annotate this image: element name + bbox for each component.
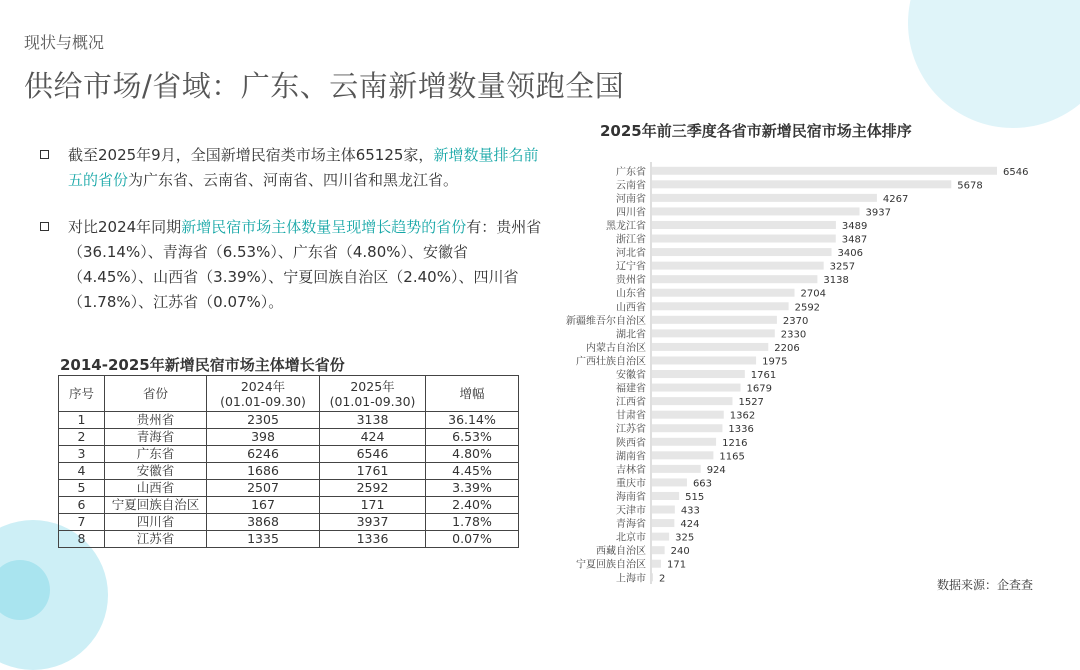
table-header-cell: 序号 xyxy=(59,376,105,412)
bar xyxy=(652,451,713,459)
category-label: 甘肃省 xyxy=(616,410,646,422)
bullet-point xyxy=(40,215,550,315)
data-source: 数据来源：企查查 xyxy=(937,578,1034,592)
data-label: 1761 xyxy=(750,370,777,382)
data-label: 3138 xyxy=(823,275,849,287)
bar xyxy=(652,397,732,405)
category-label: 北京市 xyxy=(616,532,646,544)
bar xyxy=(652,289,795,297)
category-label: 贵州省 xyxy=(616,275,646,287)
category-label: 河北省 xyxy=(616,248,646,260)
category-label: 山西省 xyxy=(616,302,646,314)
data-label: 2704 xyxy=(800,288,826,300)
table-cell: 1336 xyxy=(320,531,426,548)
category-label: 上海市 xyxy=(616,573,646,585)
bar xyxy=(652,180,951,188)
data-label: 424 xyxy=(680,519,700,531)
category-label: 浙江省 xyxy=(616,234,646,246)
bullet-text: 对比2024年同期 xyxy=(68,218,182,236)
data-label: 2 xyxy=(659,573,666,585)
category-label: 云南省 xyxy=(616,180,646,192)
category-label: 江苏省 xyxy=(616,424,646,436)
category-label: 湖南省 xyxy=(616,451,646,463)
bar xyxy=(652,235,836,243)
bar xyxy=(652,560,661,568)
table-cell: 171 xyxy=(320,497,426,514)
category-label: 四川省 xyxy=(616,207,646,219)
bar xyxy=(652,275,817,283)
table-cell: 6.53% xyxy=(426,429,519,446)
square-bullet-icon xyxy=(40,150,49,159)
category-label: 天津市 xyxy=(616,505,646,517)
table-header-row xyxy=(59,376,519,412)
table-row xyxy=(59,514,519,531)
data-label: 1336 xyxy=(728,424,754,436)
table-header-cell: 2025年 (01.01-09.30) xyxy=(320,376,426,412)
table-row xyxy=(59,480,519,497)
data-label: 240 xyxy=(670,546,690,558)
category-label: 黑龙江省 xyxy=(606,220,646,232)
table-cell: 1335 xyxy=(207,531,320,548)
table-cell: 1761 xyxy=(320,463,426,480)
table-cell: 3 xyxy=(59,446,105,463)
category-label: 新疆维吾尔自治区 xyxy=(566,315,646,327)
category-label: 宁夏回族自治区 xyxy=(576,559,646,571)
chart-title: 2025年前三季度各省市新增民宿市场主体排序 xyxy=(600,122,912,140)
table-cell: 3937 xyxy=(320,514,426,531)
category-label: 重庆市 xyxy=(616,478,646,490)
decorative-circle-top-right xyxy=(908,0,1080,128)
bar xyxy=(652,546,665,554)
category-label: 江西省 xyxy=(616,397,646,409)
table-cell: 3868 xyxy=(207,514,320,531)
data-label: 1679 xyxy=(746,383,772,395)
bar xyxy=(652,356,756,364)
table-header-cell: 2024年 (01.01-09.30) xyxy=(207,376,320,412)
category-label: 西藏自治区 xyxy=(596,546,646,558)
category-label: 海南省 xyxy=(616,491,646,503)
table-row xyxy=(59,463,519,480)
bar xyxy=(652,302,789,310)
data-label: 1362 xyxy=(729,410,756,422)
category-label: 山东省 xyxy=(616,288,646,300)
category-label: 陕西省 xyxy=(616,437,646,449)
table-cell: 四川省 xyxy=(105,514,207,531)
bar xyxy=(652,478,687,486)
page-title: 供给市场/省域：广东、云南新增数量领跑全国 xyxy=(24,69,625,103)
bullet-point xyxy=(40,143,540,193)
table-cell: 2592 xyxy=(320,480,426,497)
category-label: 青海省 xyxy=(616,519,646,531)
data-label: 3489 xyxy=(841,220,868,232)
bar xyxy=(652,573,653,581)
data-label: 3406 xyxy=(837,248,863,260)
table-row xyxy=(59,412,519,429)
data-label: 3487 xyxy=(841,234,868,246)
data-label: 2370 xyxy=(782,315,809,327)
bar xyxy=(652,370,745,378)
data-label: 3937 xyxy=(865,207,891,219)
section-label: 现状与概况 xyxy=(24,33,105,52)
table-header-cell: 增幅 xyxy=(426,376,519,412)
table-cell: 2.40% xyxy=(426,497,519,514)
table-cell: 398 xyxy=(207,429,320,446)
bar xyxy=(652,316,777,324)
growth-provinces-table xyxy=(58,375,519,548)
table-cell: 424 xyxy=(320,429,426,446)
table-cell: 1.78% xyxy=(426,514,519,531)
table-row xyxy=(59,429,519,446)
table-row xyxy=(59,531,519,548)
category-label: 广东省 xyxy=(616,166,646,178)
table-cell: 5 xyxy=(59,480,105,497)
table-cell: 4.80% xyxy=(426,446,519,463)
province-ranking-bar-chart xyxy=(540,160,1040,586)
table-cell: 1 xyxy=(59,412,105,429)
bar xyxy=(652,221,836,229)
bar xyxy=(652,384,740,392)
table-cell: 2 xyxy=(59,429,105,446)
table-cell: 6546 xyxy=(320,446,426,463)
bar xyxy=(652,329,775,337)
data-label: 2206 xyxy=(774,342,800,354)
table-row xyxy=(59,497,519,514)
category-label: 安徽省 xyxy=(616,370,646,382)
table-cell: 2305 xyxy=(207,412,320,429)
table-title: 2014-2025年新增民宿市场主体增长省份 xyxy=(60,356,345,374)
bar xyxy=(652,411,724,419)
table-cell: 3138 xyxy=(320,412,426,429)
table-cell: 3.39% xyxy=(426,480,519,497)
bullet-highlight-text: 新增数量排名前五的省份 xyxy=(68,146,539,189)
bar xyxy=(652,438,716,446)
data-label: 663 xyxy=(692,478,713,490)
category-label: 内蒙古自治区 xyxy=(586,342,646,354)
bar xyxy=(652,194,877,202)
data-label: 5678 xyxy=(957,180,983,192)
table-cell: 0.07% xyxy=(426,531,519,548)
table-cell: 167 xyxy=(207,497,320,514)
table-header-cell: 省份 xyxy=(105,376,207,412)
data-label: 1216 xyxy=(722,437,748,449)
table-cell: 1686 xyxy=(207,463,320,480)
data-label: 1527 xyxy=(738,397,764,409)
category-label: 湖北省 xyxy=(616,329,646,341)
data-label: 2330 xyxy=(780,329,807,341)
square-bullet-icon xyxy=(40,222,49,231)
table-cell: 36.14% xyxy=(426,412,519,429)
bar xyxy=(652,343,768,351)
bar xyxy=(652,465,701,473)
table-cell: 6 xyxy=(59,497,105,514)
data-label: 2592 xyxy=(794,302,821,314)
table-cell: 安徽省 xyxy=(105,463,207,480)
bullet-text: 有：贵州省（36.14%）、青海省（6.53%）、广东省（4.80%）、安徽省（4.45%）、山西省（3.39%）、宁夏回族自治区（2.40%）、四川省（1.78%）、江苏省（0.07%）。 xyxy=(68,218,542,311)
category-label: 吉林省 xyxy=(616,464,646,476)
bar xyxy=(652,262,824,270)
data-label: 325 xyxy=(675,532,695,544)
category-label: 福建省 xyxy=(616,383,646,395)
table-cell: 宁夏回族自治区 xyxy=(105,497,207,514)
data-label: 1975 xyxy=(762,356,788,368)
table-cell: 2507 xyxy=(207,480,320,497)
data-label: 6546 xyxy=(1003,166,1029,178)
data-label: 515 xyxy=(685,491,705,503)
bar xyxy=(652,519,674,527)
category-label: 辽宁省 xyxy=(616,261,646,273)
bar xyxy=(652,207,859,215)
category-label: 广西壮族自治区 xyxy=(576,356,646,368)
table-cell: 4.45% xyxy=(426,463,519,480)
table-cell: 青海省 xyxy=(105,429,207,446)
bar xyxy=(652,248,832,256)
table-cell: 4 xyxy=(59,463,105,480)
table-cell: 7 xyxy=(59,514,105,531)
bar xyxy=(652,533,669,541)
data-label: 4267 xyxy=(882,193,909,205)
table-cell: 8 xyxy=(59,531,105,548)
table-cell: 广东省 xyxy=(105,446,207,463)
bar xyxy=(652,506,675,514)
table-cell: 江苏省 xyxy=(105,531,207,548)
bar xyxy=(652,424,722,432)
bullet-text: 截至2025年9月，全国新增民宿类市场主体65125家， xyxy=(68,146,434,164)
data-label: 924 xyxy=(706,464,726,476)
category-label: 河南省 xyxy=(616,193,646,205)
data-label: 171 xyxy=(667,559,687,571)
table-cell: 6246 xyxy=(207,446,320,463)
table-cell: 贵州省 xyxy=(105,412,207,429)
bullet-highlight-text: 新增民宿市场主体数量呈现增长趋势的省份 xyxy=(181,218,467,236)
bar xyxy=(652,167,997,175)
bar xyxy=(652,492,679,500)
data-label: 433 xyxy=(680,505,700,517)
table-cell: 山西省 xyxy=(105,480,207,497)
table-row xyxy=(59,446,519,463)
data-label: 3257 xyxy=(829,261,856,273)
bullet-text: 为广东省、云南省、河南省、四川省和黑龙江省。 xyxy=(128,171,459,189)
data-label: 1165 xyxy=(719,451,745,463)
